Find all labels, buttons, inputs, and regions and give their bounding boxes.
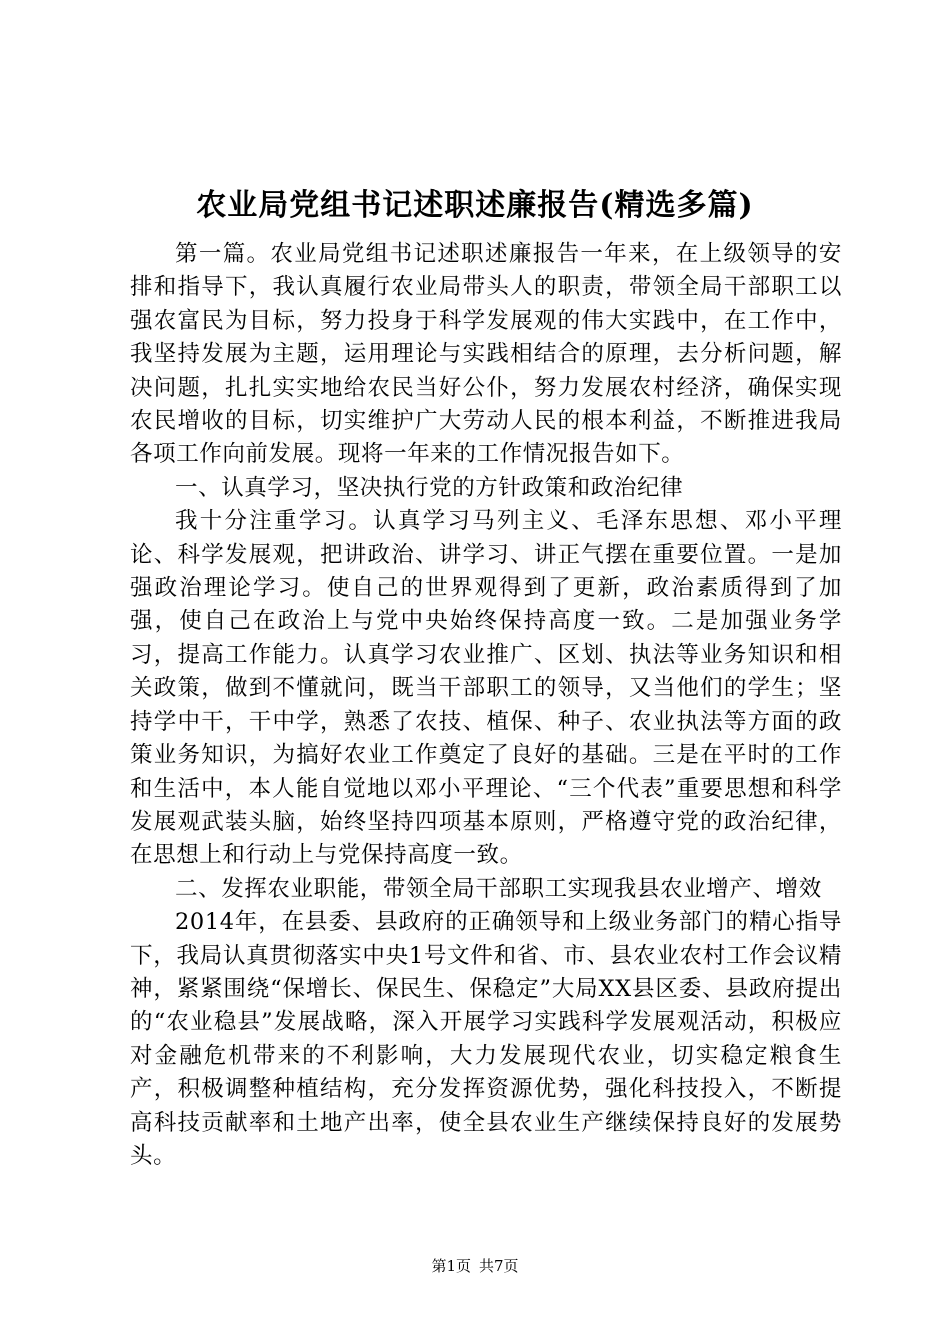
paragraph-intro: 第一篇。农业局党组书记述职述廉报告一年来，在上级领导的安排和指导下，我认真履行农业局带头人的职责，带领全局干部职工以强农富民为目标，努力投身于科学发展观的伟大实践中，在工作中，我坚持发展为主题，运用理论与实践相结合的原理，去分析问题，解决问题，扎扎实实地给农民当好公仆，努力发展农村经济，确保实现农民增收的目标，切实维护广大劳动人民的根本利益，不断推进我局各项工作向前发展。现将一年来的工作情况报告如下。 [130, 241, 842, 468]
paragraph-study: 我十分注重学习。认真学习马列主义、毛泽东思想、邓小平理论、科学发展观，把讲政治、讲学习、讲正气摆在重要位置。一是加强政治理论学习。使自己的世界观得到了更新，政治素质得到了加强，使自己在政治上与党中央始终保持高度一致。二是加强业务学习，提高工作能力。认真学习农业推广、区划、执法等业务知识和相关政策，做到不懂就问，既当干部职工的领导，又当他们的学生；坚持学中干，干中学，熟悉了农技、植保、种子、农业执法等方面的政策业务知识，为搞好农业工作奠定了良好的基础。三是在平时的工作和生活中，本人能自觉地以邓小平理论、“三个代表”重要思想和科学发展观武装头脑，始终坚持四项基本原则，严格遵守党的政治纪律，在思想上和行动上与党保持高度一致。 [130, 508, 842, 869]
page-number: 第1页 [431, 1257, 471, 1275]
section-heading-1: 一、认真学习，坚决执行党的方针政策和政治纪律 [175, 474, 684, 501]
document-body [130, 238, 842, 1173]
page-total: 共7页 [479, 1257, 519, 1275]
page-footer [0, 1256, 950, 1276]
document-title: 农业局党组书记述职述廉报告(精选多篇) [196, 188, 754, 223]
section-heading-2: 二、发挥农业职能，带领全局干部职工实现我县农业增产、增效 [175, 875, 822, 902]
paragraph-agriculture: 2014年，在县委、县政府的正确领导和上级业务部门的精心指导下，我局认真贯彻落实中央1号文件和省、市、县农业农村工作会议精神，紧紧围绕“保增长、保民生、保稳定”大局XX县区委、县政府提出的“农业稳县”发展战略，深入开展学习实践科学发展观活动，积极应对金融危机带来的不利影响，大力发展现代农业，切实稳定粮食生产，积极调整种植结构，充分发挥资源优势，强化科技投入，不断提高科技贡献率和土地产出率，使全县农业生产继续保持良好的发展势头。 [130, 909, 842, 1169]
